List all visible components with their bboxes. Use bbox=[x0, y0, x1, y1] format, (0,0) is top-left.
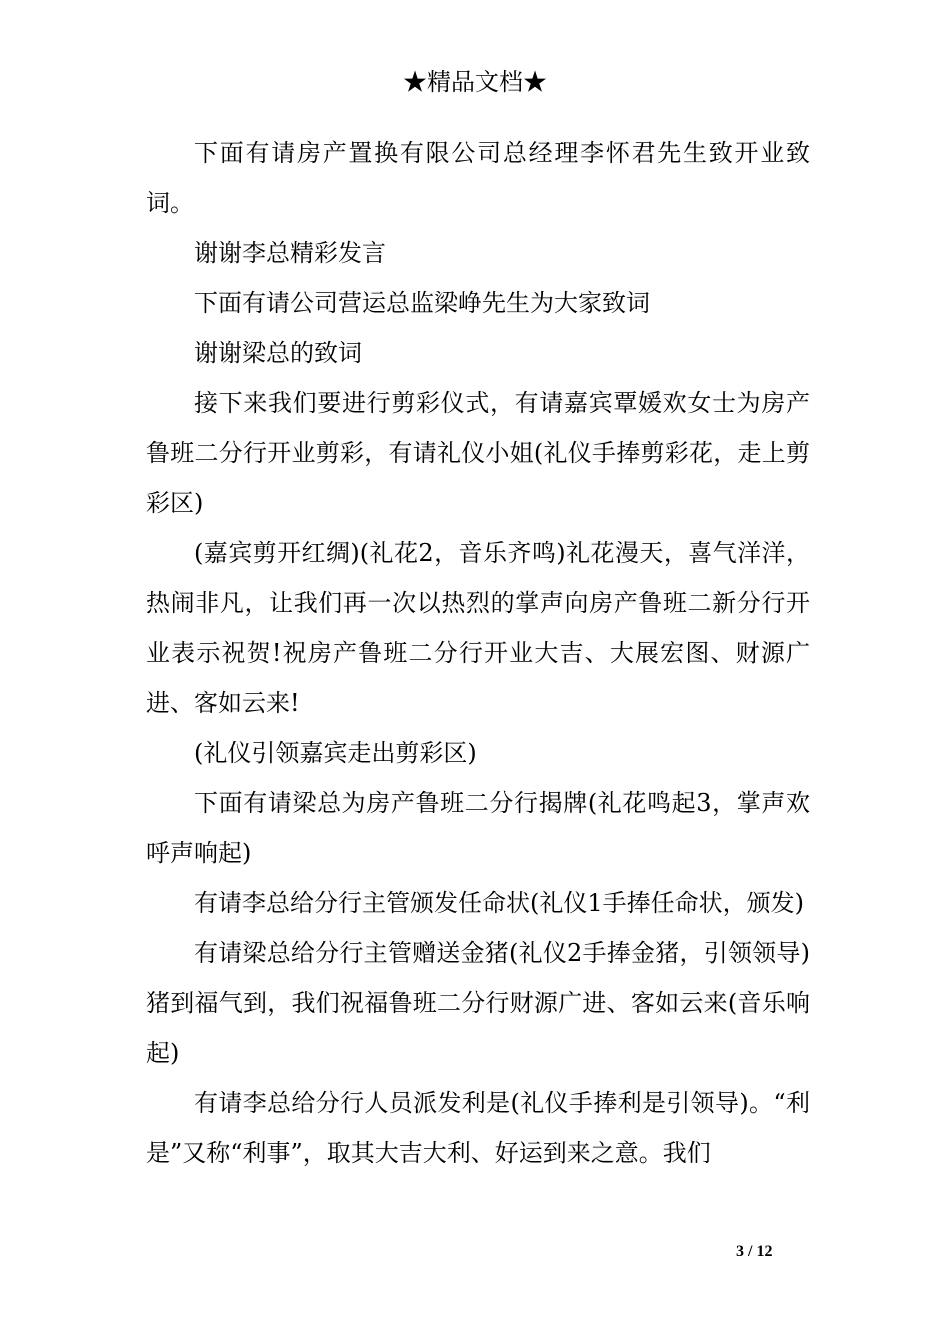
paragraph: 接下来我们要进行剪彩仪式，有请嘉宾覃媛欢女士为房产鲁班二分行开业剪彩，有请礼仪小姐(礼仪手捧剪彩花，走上剪彩区) bbox=[146, 389, 810, 517]
paragraph: 谢谢李总精彩发言 bbox=[194, 239, 386, 267]
paragraph: 谢谢梁总的致词 bbox=[194, 339, 362, 367]
document-body bbox=[146, 128, 810, 1178]
page-number: 3 / 12 bbox=[736, 1243, 773, 1260]
paragraph: 有请李总给分行主管颁发任命状(礼仪1手捧任命状，颁发) bbox=[194, 889, 804, 917]
page-footer bbox=[736, 1240, 772, 1264]
paragraph: (礼仪引领嘉宾走出剪彩区) bbox=[194, 739, 477, 767]
paragraph: 下面有请公司营运总监梁峥先生为大家致词 bbox=[194, 289, 650, 317]
header-title: ★精品文档★ bbox=[403, 68, 547, 96]
paragraph: 有请李总给分行人员派发利是(礼仪手捧利是引领导)。“利是”又称“利事”，取其大吉大利、好运到来之意。我们 bbox=[146, 1089, 810, 1167]
page-header bbox=[0, 62, 950, 102]
paragraph: 下面有请房产置换有限公司总经理李怀君先生致开业致词。 bbox=[146, 139, 810, 217]
paragraph: (嘉宾剪开红绸)(礼花2，音乐齐鸣)礼花漫天，喜气洋洋，热闹非凡，让我们再一次以热烈的掌声向房产鲁班二新分行开业表示祝贺!祝房产鲁班二分行开业大吉、大展宏图、财源广进、客如云来! bbox=[146, 539, 810, 717]
paragraph: 下面有请梁总为房产鲁班二分行揭牌(礼花鸣起3，掌声欢呼声响起) bbox=[146, 789, 810, 867]
paragraph: 有请梁总给分行主管赠送金猪(礼仪2手捧金猪，引领领导)猪到福气到，我们祝福鲁班二分行财源广进、客如云来(音乐响起) bbox=[146, 939, 810, 1067]
